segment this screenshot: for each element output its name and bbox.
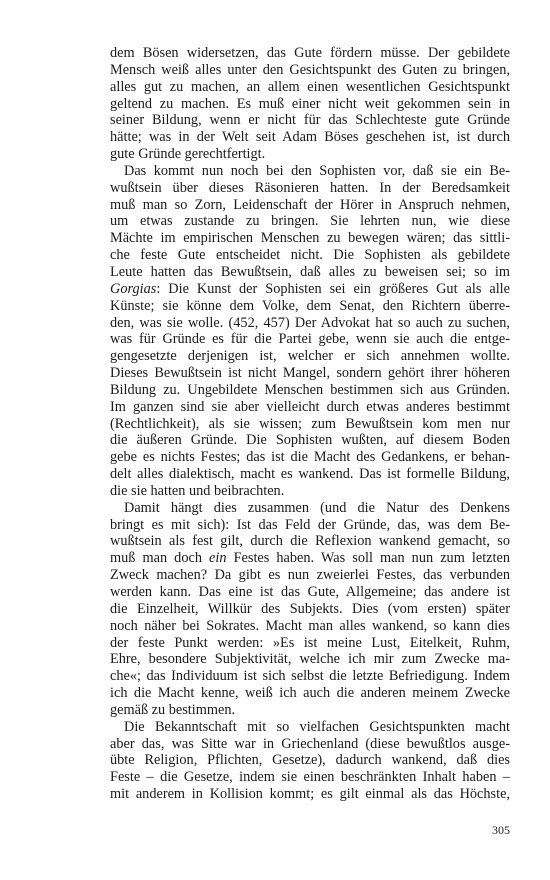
text-line: geltend zu machen. Es muß einer nicht weit gekommen sein in bbox=[110, 95, 510, 112]
text-line: um etwas zustande zu bringen. Sie lehrten nun, wie diese bbox=[110, 213, 510, 230]
text-segment: muß man doch bbox=[110, 550, 210, 567]
text-line: dem Bösen widersetzen, das Gute fördern müsse. Der gebildete bbox=[110, 45, 510, 61]
text-line: den, was sie wolle. (452, 457) Der Advokat hat so auch zu suchen, bbox=[110, 314, 510, 331]
text-line: die äußeren Gründe. Die Sophisten wußten, auf diesem Boden bbox=[110, 432, 510, 449]
text-line: werden kann. Das eine ist das Gute, Allgemeine; das andere ist bbox=[110, 584, 510, 600]
text-line: Die Bekanntschaft mit so vielfachen Gesichtspunkten macht bbox=[124, 718, 510, 735]
text-line: Mensch weiß alles unter den Gesichtspunkt des Guten zu bringen, bbox=[110, 61, 510, 78]
page-number: 305 bbox=[492, 823, 510, 837]
text-line bbox=[110, 550, 510, 567]
text-line: Das kommt nun noch bei den Sophisten vor, daß sie ein Be- bbox=[124, 162, 510, 179]
text-line: seiner Bildung, wenn er nicht für das Schlechteste gute Gründe bbox=[110, 112, 510, 129]
text-line: muß man so Zorn, Leidenschaft der Hörer in Anspruch nehmen, bbox=[110, 196, 510, 213]
text-line: ich die Macht kenne, weiß ich auch die anderen meinem Zwecke bbox=[110, 685, 510, 702]
text-line: Im ganzen sind sie aber vielleicht durch etwas anderes bestimmt bbox=[110, 398, 510, 415]
text-line: delt alles dialektisch, macht es wankend. Das ist formelle Bildung, bbox=[110, 466, 510, 483]
page-body-text bbox=[110, 45, 510, 803]
italic-text: ein bbox=[209, 550, 227, 567]
text-line: (Rechtlichkeit), als sie wissen; zum Bewußtsein kom men nur bbox=[110, 415, 510, 432]
text-line: mit anderem in Kollision kommt; es gilt einmal als das Höchste, bbox=[110, 786, 510, 803]
text-line: wußtsein über dieses Räsonieren hatten. In der Beredsamkeit bbox=[110, 179, 510, 196]
text-line bbox=[110, 281, 510, 298]
text-line: aber das, was Sitte war in Griechenland (diese bewußtlos ausge- bbox=[110, 735, 510, 752]
text-line: die sie hatten und beibrachten. bbox=[110, 482, 285, 499]
text-line: Leute hatten das Bewußtsein, daß alles zu beweisen sei; so im bbox=[110, 263, 510, 280]
text-segment: : Die Kunst der Sophisten sei ein größeres Gut als alle bbox=[156, 280, 510, 297]
text-line: noch näher bei Sokrates. Macht man alles wankend, so kann dies bbox=[110, 617, 510, 634]
text-line: gute Gründe gerechtfertigt. bbox=[110, 146, 266, 163]
text-line: Künste; sie könne dem Volke, dem Senat, den Richtern überre- bbox=[110, 297, 510, 314]
text-line: gengesetzte derjenigen ist, welcher er sich annehmen wollte. bbox=[110, 348, 510, 365]
text-line: übte Religion, Pflichten, Gesetze), dadurch wankend, daß dies bbox=[110, 752, 510, 769]
text-line: Ehre, besondere Subjektivität, welche ich mir zum Zwecke ma- bbox=[110, 651, 510, 668]
text-line: gemäß zu bestimmen. bbox=[110, 701, 236, 718]
text-line: wußtsein als fest gilt, durch die Reflexion wankend gemacht, so bbox=[110, 533, 510, 550]
text-line: Dieses Bewußtsein ist nicht Mangel, sondern gehört ihrer höheren bbox=[110, 365, 510, 382]
text-line: alles gut zu machen, an allem einen wesentlichen Gesichtspunkt bbox=[110, 78, 510, 95]
text-line: Damit hängt dies zusammen (und die Natur des Denkens bbox=[124, 499, 510, 516]
text-line: che feste Gute entscheidet nicht. Die Sophisten als gebildete bbox=[110, 247, 510, 264]
text-line: was für Gründe es für die Partei gebe, wenn sie auch die entge- bbox=[110, 331, 510, 348]
text-line: che«; das Individuum ist sich selbst die letzte Befriedigung. Indem bbox=[110, 668, 510, 685]
text-line: hätte; was in der Welt seit Adam Böses geschehen ist, ist durch bbox=[110, 129, 510, 146]
text-segment: Festes haben. Was soll man nun zum letzten bbox=[226, 550, 510, 567]
text-line: Mächte im empirischen Menschen zu bewegen wären; das sittli- bbox=[110, 230, 510, 247]
italic-text: Gorgias bbox=[110, 280, 157, 297]
text-line: die Einzelheit, Willkür des Subjekts. Dies (vom ersten) später bbox=[110, 600, 510, 617]
text-line: gebe es nichts Festes; das ist die Macht des Gedankens, er behan- bbox=[110, 449, 510, 466]
text-line: Feste – die Gesetze, indem sie einen beschränkten Inhalt haben – bbox=[110, 769, 510, 786]
text-line: Zweck machen? Da gibt es nun zweierlei Festes, das verbunden bbox=[110, 567, 510, 584]
text-line: bringt es mit sich): Ist das Feld der Gründe, das, was dem Be- bbox=[110, 516, 510, 533]
text-line: der feste Punkt werden: »Es ist meine Lust, Eitelkeit, Ruhm, bbox=[110, 634, 510, 651]
text-line: Bildung zu. Ungebildete Menschen bestimmen sich aus Gründen. bbox=[110, 381, 510, 398]
